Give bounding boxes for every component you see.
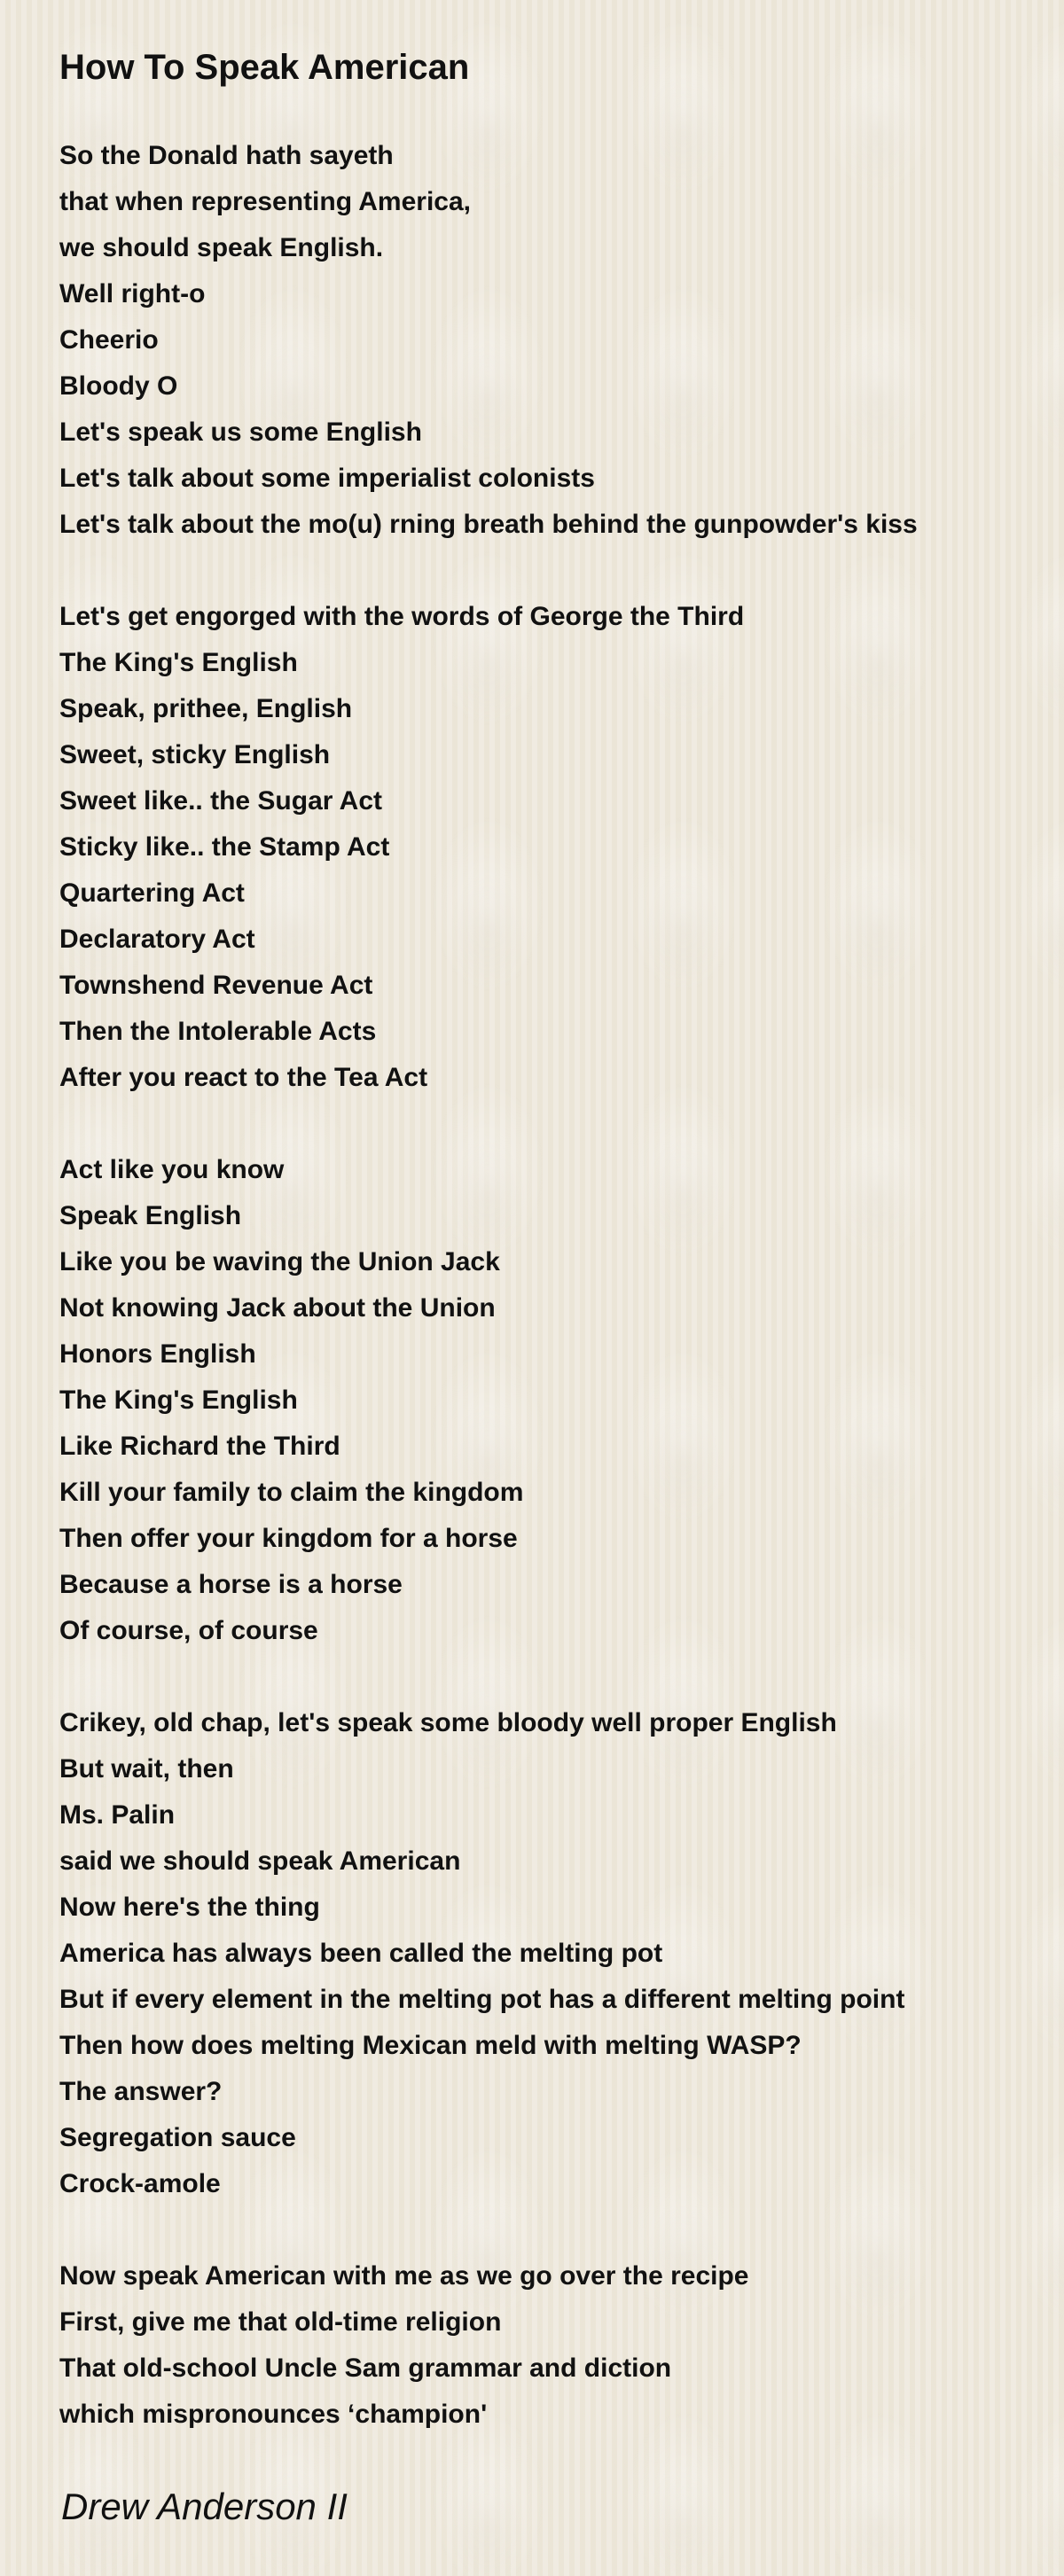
poem-line: Sweet like.. the Sugar Act	[59, 786, 382, 816]
poem-line: The answer?	[59, 2077, 223, 2106]
poem-author: Drew Anderson II	[61, 2486, 348, 2527]
poem-line: America has always been called the melting pot	[59, 1939, 663, 1968]
poem-title: How To Speak American	[59, 48, 470, 87]
poem-line: Let's talk about the mo(u) rning breath behind the gunpowder's kiss	[59, 510, 918, 539]
poem-line: Speak English	[59, 1201, 242, 1230]
poem-stanza	[59, 1700, 918, 2207]
poem-line: After you react to the Tea Act	[59, 1063, 428, 1092]
poem-line: So the Donald hath sayeth	[59, 141, 394, 170]
poem-line: Sweet, sticky English	[59, 740, 331, 769]
poem-line: that when representing America,	[59, 187, 472, 216]
poem-body	[59, 133, 918, 2438]
poem-line: First, give me that old-time religion	[59, 2307, 502, 2337]
poem-line: Now here's the thing	[59, 1893, 320, 1922]
poem-line: we should speak English.	[59, 233, 384, 262]
poem-line: Let's talk about some imperialist colonists	[59, 464, 595, 493]
poem-line: which mispronounces ‘champion'	[59, 2400, 488, 2429]
poem-line: Townshend Revenue Act	[59, 971, 373, 1000]
poem-line: Of course, of course	[59, 1616, 318, 1645]
poem-line: Speak, prithee, English	[59, 694, 353, 723]
poem-line: But if every element in the melting pot has a different melting point	[59, 1985, 905, 2014]
poem-line: The King's English	[59, 1386, 298, 1415]
poem-line: Well right-o	[59, 279, 206, 308]
poem-line: Let's get engorged with the words of George the Third	[59, 602, 745, 631]
poem-stanza	[59, 1147, 918, 1654]
poem-line: Now speak American with me as we go over the recipe	[59, 2261, 749, 2291]
poem-line: said we should speak American	[59, 1846, 461, 1876]
poem-line: Like you be waving the Union Jack	[59, 1247, 500, 1276]
poem-line: Then the Intolerable Acts	[59, 1017, 377, 1046]
poem-line: Quartering Act	[59, 878, 245, 908]
poem-line: Honors English	[59, 1339, 256, 1369]
poem-line: Then offer your kingdom for a horse	[59, 1524, 518, 1553]
poem-line: Segregation sauce	[59, 2123, 296, 2152]
poem-line: Bloody O	[59, 371, 178, 401]
poem-line: Then how does melting Mexican meld with melting WASP?	[59, 2031, 802, 2060]
poem-line: Crock-amole	[59, 2169, 221, 2198]
poem-line: Ms. Palin	[59, 1800, 176, 1830]
poem-line: Let's speak us some English	[59, 418, 422, 447]
poem-line: Not knowing Jack about the Union	[59, 1293, 496, 1323]
poem-line: Act like you know	[59, 1155, 285, 1184]
poem-line: Kill your family to claim the kingdom	[59, 1478, 524, 1507]
poem-line: Because a horse is a horse	[59, 1570, 403, 1599]
poem-stanza	[59, 2253, 918, 2438]
poem-stanza	[59, 594, 918, 1101]
poem-line: Like Richard the Third	[59, 1432, 340, 1461]
poem-line: The King's English	[59, 648, 298, 677]
poem-line: But wait, then	[59, 1754, 234, 1784]
poem-line: Cheerio	[59, 325, 159, 355]
poem-line: Sticky like.. the Stamp Act	[59, 832, 390, 862]
poem-line: Crikey, old chap, let's speak some bloody well proper English	[59, 1708, 837, 1737]
poem-line: That old-school Uncle Sam grammar and diction	[59, 2354, 672, 2383]
poem-stanza	[59, 133, 918, 548]
poem-line: Declaratory Act	[59, 925, 255, 954]
